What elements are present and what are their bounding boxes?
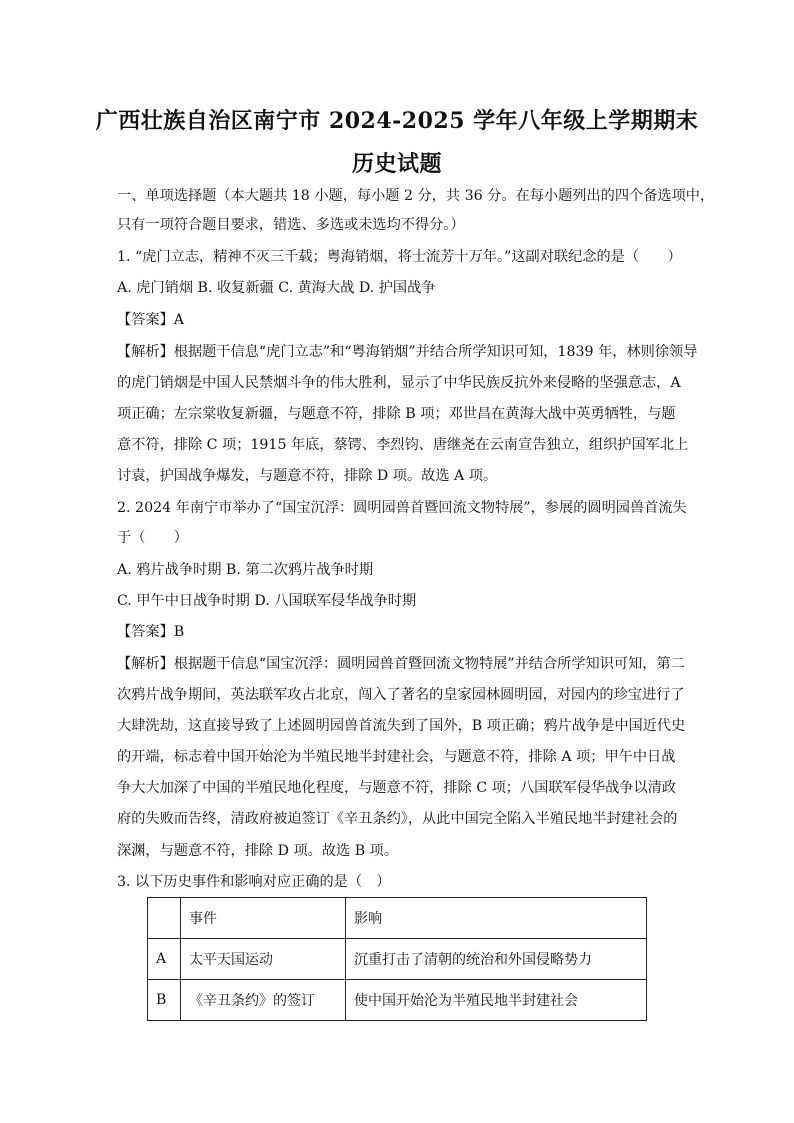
table-row <box>148 939 647 980</box>
table-header-row <box>148 898 647 939</box>
table-header-cell <box>148 898 181 939</box>
question-2-stem: 2. 2024 年南宁市举办了“国宝沉浮：圆明园兽首暨回流文物特展”，参展的圆明园兽首流失 <box>117 500 687 516</box>
question-2-options: C. 甲午中日战争时期 D. 八国联军侵华战争时期 <box>117 593 417 609</box>
table-cell-event: 《辛丑条约》的签订 <box>181 980 346 1021</box>
table-cell-impact: 沉重打击了清朝的统治和外国侵略势力 <box>346 939 647 980</box>
question-2-analysis-line: 深渊，与题意不符，排除 D 项。故选 B 项。 <box>117 843 399 859</box>
section-heading-cont: 只有一项符合题目要求，错选、多选或未选均不得分。） <box>117 217 465 233</box>
question-2-analysis-line: 争大大加深了中国的半殖民地化程度，与题意不符，排除 C 项；八国联军侵华战争以清政 <box>117 780 677 796</box>
question-1-analysis-line: 讨袁，护国战争爆发，与题意不符，排除 D 项。故选 A 项。 <box>117 468 498 484</box>
question-1-analysis-line: 【解析】根据题干信息“虎门立志”和“粤海销烟”并结合所学知识可知，1839 年，林则徐领导 <box>117 344 698 360</box>
section-heading: 一、单项选择题（本大题共 18 小题，每小题 2 分，共 36 分。在每小题列出的四个备选项中， <box>117 188 715 204</box>
question-3-table <box>147 897 647 1021</box>
question-2-analysis-line: 次鸦片战争期间，英法联军攻占北京，闯入了著名的皇家园林圆明园，对园内的珍宝进行了 <box>117 687 685 703</box>
question-3-stem: 3. 以下历史事件和影响对应正确的是（ ） <box>117 874 391 890</box>
table-header-cell: 影响 <box>346 898 647 939</box>
table-cell-option: A <box>148 939 181 980</box>
question-1-stem: 1. “虎门立志，精神不灭三千载；粤海销烟，将士流芳十万年。”这副对联纪念的是（ ） <box>117 249 682 265</box>
question-2-answer: 【答案】B <box>117 624 185 640</box>
table-cell-event: 太平天国运动 <box>181 939 346 980</box>
question-1-analysis-line: 项正确；左宗棠收复新疆，与题意不符，排除 B 项；邓世昌在黄海大战中英勇牺牲，与题 <box>117 406 676 422</box>
question-1-answer: 【答案】A <box>117 312 184 328</box>
question-2-analysis-line: 府的失败而告终，清政府被迫签订《辛丑条约》，从此中国完全陷入半殖民地半封建社会的 <box>117 811 678 827</box>
table-cell-impact: 使中国开始沦为半殖民地半封建社会 <box>346 980 647 1021</box>
question-2-options: A. 鸦片战争时期 B. 第二次鸦片战争时期 <box>117 562 374 578</box>
exam-subtitle: 历史试题 <box>351 151 442 177</box>
question-1-analysis-line: 意不符，排除 C 项；1915 年底，蔡锷、李烈钧、唐继尧在云南宣告独立，组织护国军北上 <box>117 437 689 453</box>
table-row <box>148 980 647 1021</box>
question-2-analysis-line: 【解析】根据题干信息“国宝沉浮：圆明园兽首暨回流文物特展”并结合所学知识可知，第二 <box>117 656 685 672</box>
question-1-options: A. 虎门销烟 B. 收复新疆 C. 黄海大战 D. 护国战争 <box>117 280 436 296</box>
table-header-cell: 事件 <box>181 898 346 939</box>
question-1-analysis-line: 的虎门销烟是中国人民禁烟斗争的伟大胜利，显示了中华民族反抗外来侵略的坚强意志，A <box>117 375 681 391</box>
exam-title: 广西壮族自治区南宁市 2024-2025 学年八年级上学期期末 <box>95 108 699 134</box>
table-cell-option: B <box>148 980 181 1021</box>
question-2-analysis-line: 大肆洗劫，这直接导致了上述圆明园兽首流失到了国外，B 项正确；鸦片战争是中国近代史 <box>117 718 686 734</box>
question-2-analysis-line: 的开端，标志着中国开始沦为半殖民地半封建社会，与题意不符，排除 A 项；甲午中日战 <box>117 749 676 765</box>
question-2-stem-cont: 于（ ） <box>117 530 188 546</box>
